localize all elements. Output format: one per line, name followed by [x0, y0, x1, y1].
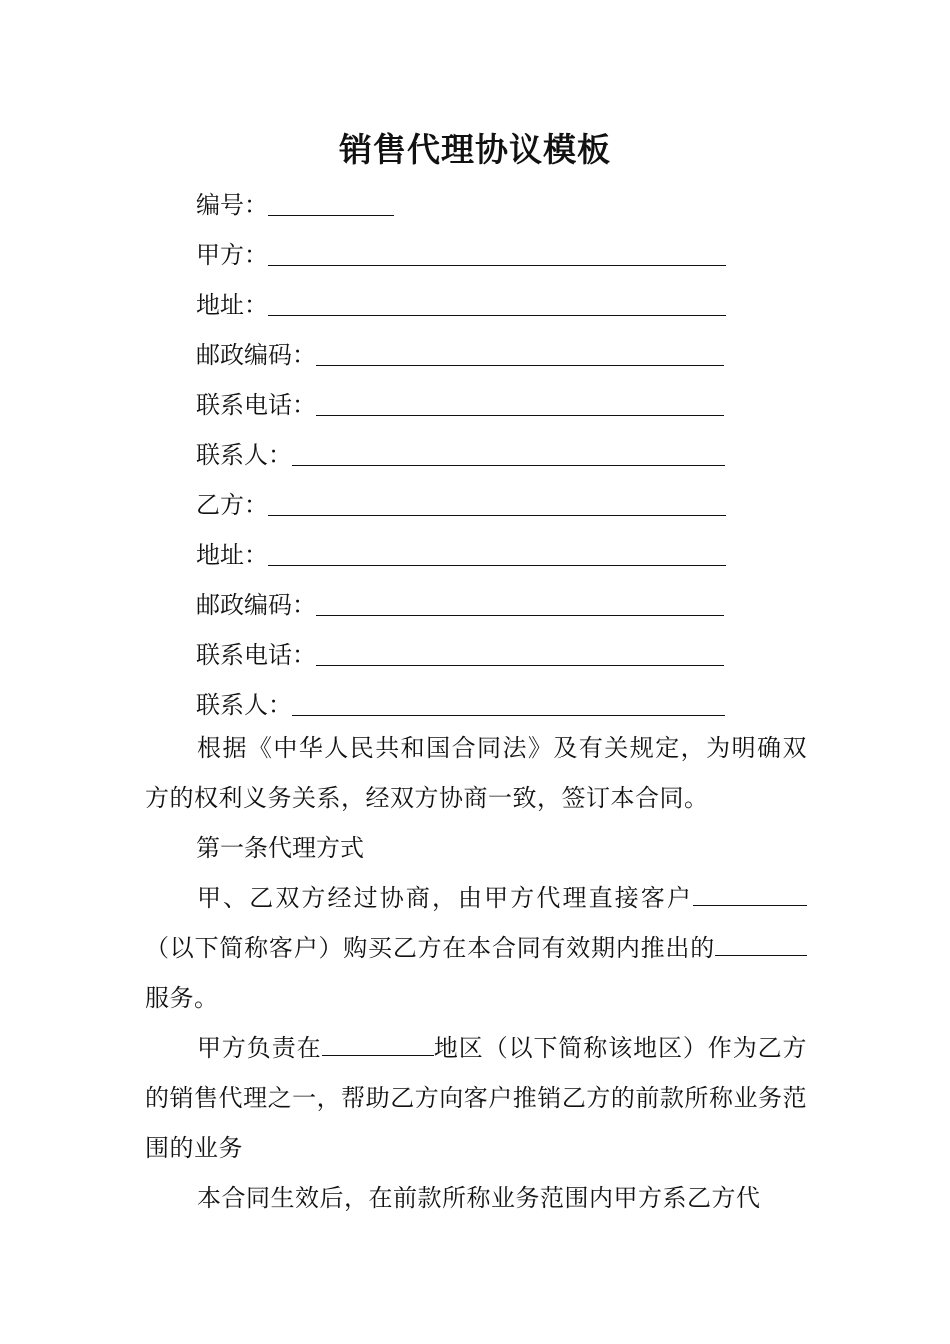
article-1-paragraph-3: 本合同生效后，在前款所称业务范围内甲方系乙方代 — [197, 1184, 761, 1212]
party-a-postcode-blank — [316, 339, 724, 366]
party-a-field — [196, 230, 726, 270]
intro-paragraph: 根据《中华人民共和国合同法》及有关规定，为明确双方的权利义务关系，经双方协商一致，签订本合同。 — [145, 734, 807, 812]
contract-number-blank — [268, 189, 394, 216]
region-blank — [322, 1033, 434, 1056]
field-label: 编号： — [196, 191, 268, 219]
article-1-paragraph-1 — [145, 873, 807, 1023]
paragraph-text: 甲、乙双方经过协商，由甲方代理直接客户 — [197, 884, 693, 912]
field-label: 邮政编码： — [196, 341, 316, 369]
field-label: 乙方： — [196, 491, 268, 519]
party-b-phone-blank — [316, 639, 724, 666]
party-a-phone-field — [196, 380, 724, 420]
party-a-postcode-field — [196, 330, 724, 370]
client-name-blank — [693, 883, 807, 906]
party-b-address-field — [196, 530, 726, 570]
party-b-postcode-blank — [316, 589, 724, 616]
field-label: 邮政编码： — [196, 591, 316, 619]
field-label: 地址： — [196, 541, 268, 569]
field-label: 联系人： — [196, 691, 292, 719]
field-label: 联系人： — [196, 441, 292, 469]
paragraph-text: 地区（以下简称该地区）作为乙方的销售代理之一，帮助乙方向客户推销乙方的前款所称业务范围的业务 — [145, 1034, 807, 1162]
field-label: 联系电话： — [196, 391, 316, 419]
party-a-phone-blank — [316, 389, 724, 416]
party-b-address-blank — [268, 539, 726, 566]
party-a-contact-blank — [292, 439, 725, 466]
party-a-blank — [268, 239, 726, 266]
party-a-address-field — [196, 280, 726, 320]
party-b-field — [196, 480, 726, 520]
paragraph-text: 服务。 — [145, 984, 219, 1012]
party-a-address-blank — [268, 289, 726, 316]
field-label: 联系电话： — [196, 641, 316, 669]
document-title: 销售代理协议模板 — [339, 130, 611, 169]
service-name-blank — [715, 933, 807, 956]
paragraph-text: （以下简称客户）购买乙方在本合同有效期内推出的 — [145, 934, 715, 962]
party-b-phone-field — [196, 630, 724, 670]
contract-number-field — [196, 180, 394, 220]
field-label: 甲方： — [196, 241, 268, 269]
party-b-blank — [268, 489, 726, 516]
article-1-heading: 第一条代理方式 — [196, 834, 364, 862]
article-1-paragraph-2 — [145, 1023, 807, 1173]
party-b-contact-blank — [292, 689, 725, 716]
party-b-postcode-field — [196, 580, 724, 620]
field-label: 地址： — [196, 291, 268, 319]
paragraph-text: 甲方负责在 — [197, 1034, 322, 1062]
party-b-contact-field — [196, 680, 725, 720]
party-a-contact-field — [196, 430, 725, 470]
